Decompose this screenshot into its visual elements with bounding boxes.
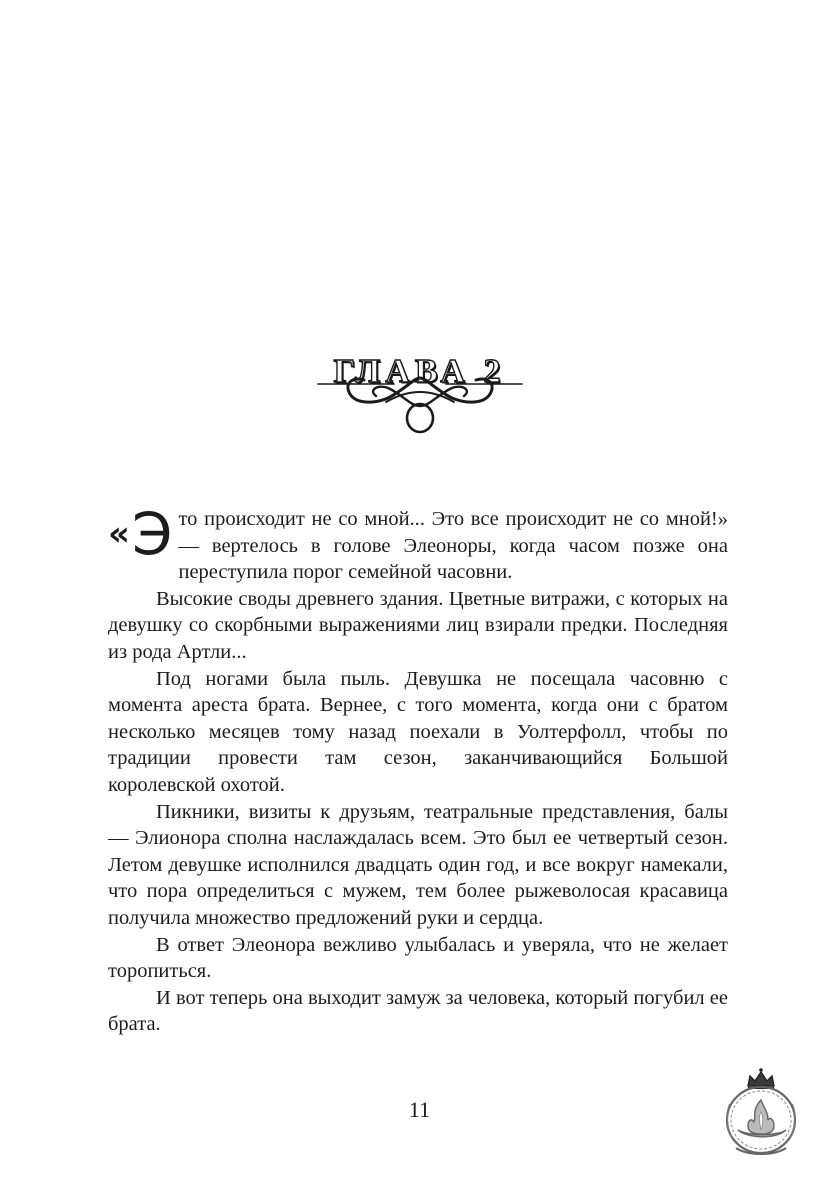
paragraph-6: И вот теперь она выходит замуж за человека, который погубил ее брата. [108, 986, 728, 1036]
drop-cap [108, 500, 173, 568]
chapter-body [108, 500, 728, 1038]
paragraph-5: В ответ Элеонора вежливо улыбалась и уверяла, что не желает торопиться. [108, 933, 728, 983]
paragraph-1 [108, 500, 728, 586]
drop-cap-letter: Э [131, 500, 173, 568]
chapter-title: ГЛАВА 2 [333, 352, 506, 390]
crowned-flame-crest-icon [718, 1064, 804, 1160]
drop-cap-quote: « [108, 514, 130, 554]
paragraph-3: Под ногами была пыль. Девушка не посещала часовню с момента ареста брата. Вернее, с того момента, когда они с братом несколько месяцев тому назад поехали в Уолтерфолл, чтобы по традиции провести там сезон, заканчивающийся Большой королевской охотой. [108, 667, 728, 796]
paragraph-text: то происходит не со мной... Это все происходит не со мной!» — вертелось в голове Элеоноры, когда часом позже она переступила порог семейной часовни. [178, 508, 728, 584]
page-number: 11 [408, 1097, 431, 1122]
paragraph-4: Пикники, визиты к друзьям, театральные представления, балы — Элионора сполна наслаждалась всем. Это был ее четвертый сезон. Летом девушке исполнился двадцать один год, и все вокруг намекали, что пора определиться с мужем, тем более рыжеволосая красавица получила множество предложений руки и сердца. [108, 800, 728, 929]
paragraph-2: Высокие своды древнего здания. Цветные витражи, с которых на девушку со скорбными выражениями лиц взирали предки. Последняя из рода Артли... [108, 587, 728, 663]
flourish-divider-icon [316, 374, 524, 436]
